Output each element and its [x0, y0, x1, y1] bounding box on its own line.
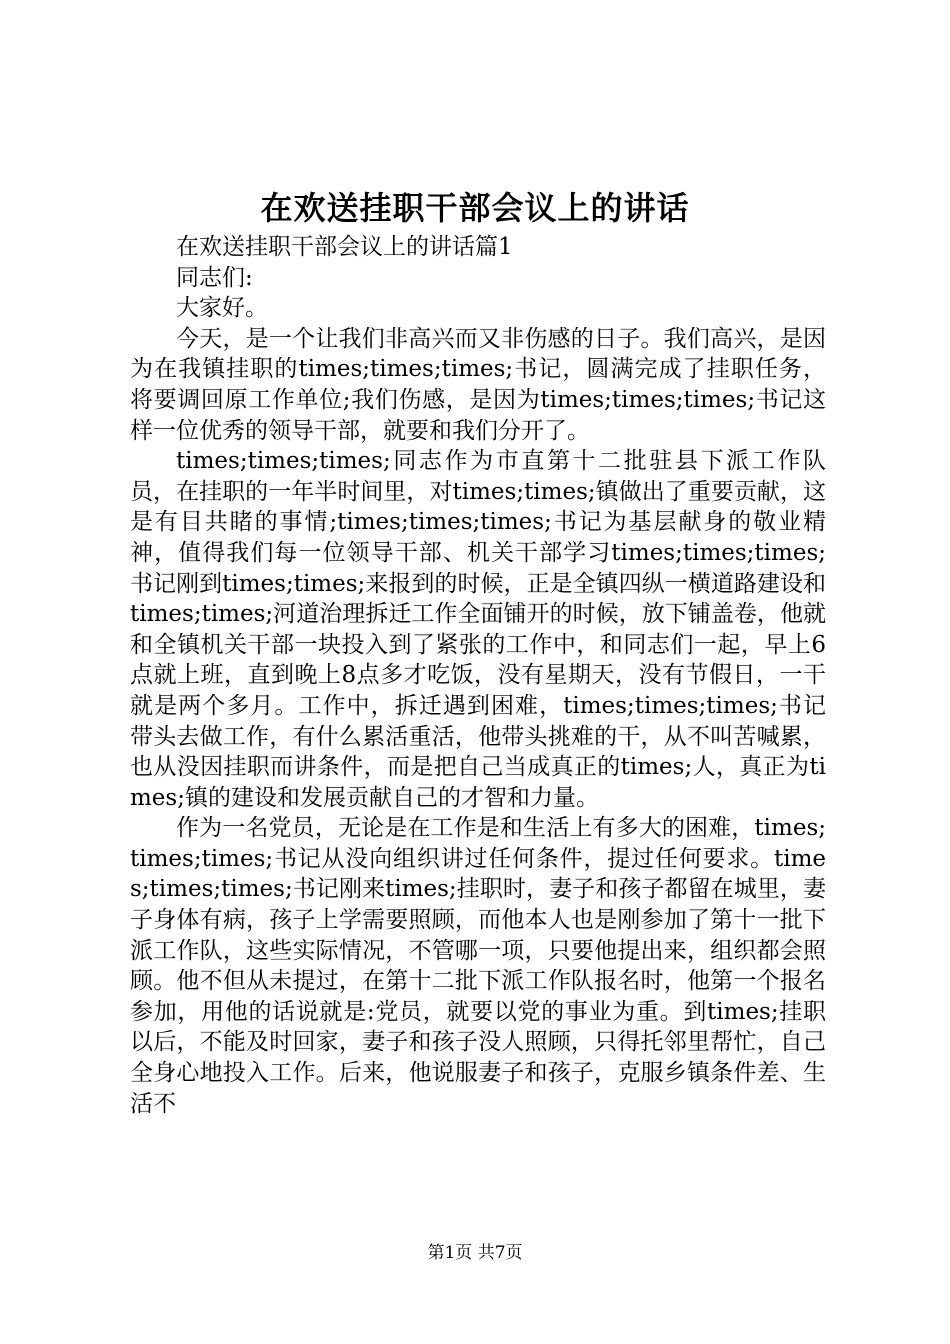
paragraph: 作为一名党员，无论是在工作是和生活上有多大的困难，times;times;times;书记从没向组织讲过任何条件，提过任何要求。times;times;times;书记刚来times;挂职时，妻子和孩子都留在城里，妻子身体有病，孩子上学需要照顾，而他本人也是刚参加了第十一批下派工作队，这些实际情况，不管哪一项，只要他提出来，组织都会照顾。他不但从未提过，在第十二批下派工作队报名时，他第一个报名参加，用他的话说就是:党员，就要以党的事业为重。到times;挂职以后，不能及时回家，妻子和孩子没人照顾，只得托邻里帮忙，自己全身心地投入工作。后来，他说服妻子和孩子，克服乡镇条件差、生活不	[130, 815, 826, 1117]
paragraph-salutation: 同志们:	[176, 264, 253, 291]
document-title: 在欢送挂职干部会议上的讲话	[260, 189, 690, 227]
page-number-footer: 第1页 共7页	[427, 1243, 523, 1263]
paragraph: times;times;times;同志作为市直第十二批驻县下派工作队员，在挂职的一年半时间里，对times;times;镇做出了重要贡献，这是有目共睹的事情;times;times;times;书记为基层献身的敬业精神，值得我们每一位领导干部、机关干部学习times;times;times;书记刚到times;times;来报到的时候，正是全镇四纵一横道路建设和times;times;河道治理拆迁工作全面铺开的时候，放下铺盖卷，他就和全镇机关干部一块投入到了紧张的工作中，和同志们一起，早上6点就上班，直到晚上8点多才吃饭，没有星期天，没有节假日，一干就是两个多月。工作中，拆迁遇到困难，times;times;times;书记带头去做工作，有什么累活重活，他带头挑难的干，从不叫苦喊累，也从没因挂职而讲条件，而是把自己当成真正的times;人，真正为times;镇的建设和发展贡献自己的才智和力量。	[130, 448, 826, 811]
document-body	[130, 232, 826, 1119]
paragraph: 今天，是一个让我们非高兴而又非伤感的日子。我们高兴，是因为在我镇挂职的times;times;times;书记，圆满完成了挂职任务，将要调回原工作单位;我们伤感，是因为times;times;times;书记这样一位优秀的领导干部，就要和我们分开了。	[130, 325, 826, 444]
paragraph-subtitle: 在欢送挂职干部会议上的讲话篇1	[176, 234, 513, 260]
paragraph-greeting: 大家好。	[176, 295, 268, 322]
